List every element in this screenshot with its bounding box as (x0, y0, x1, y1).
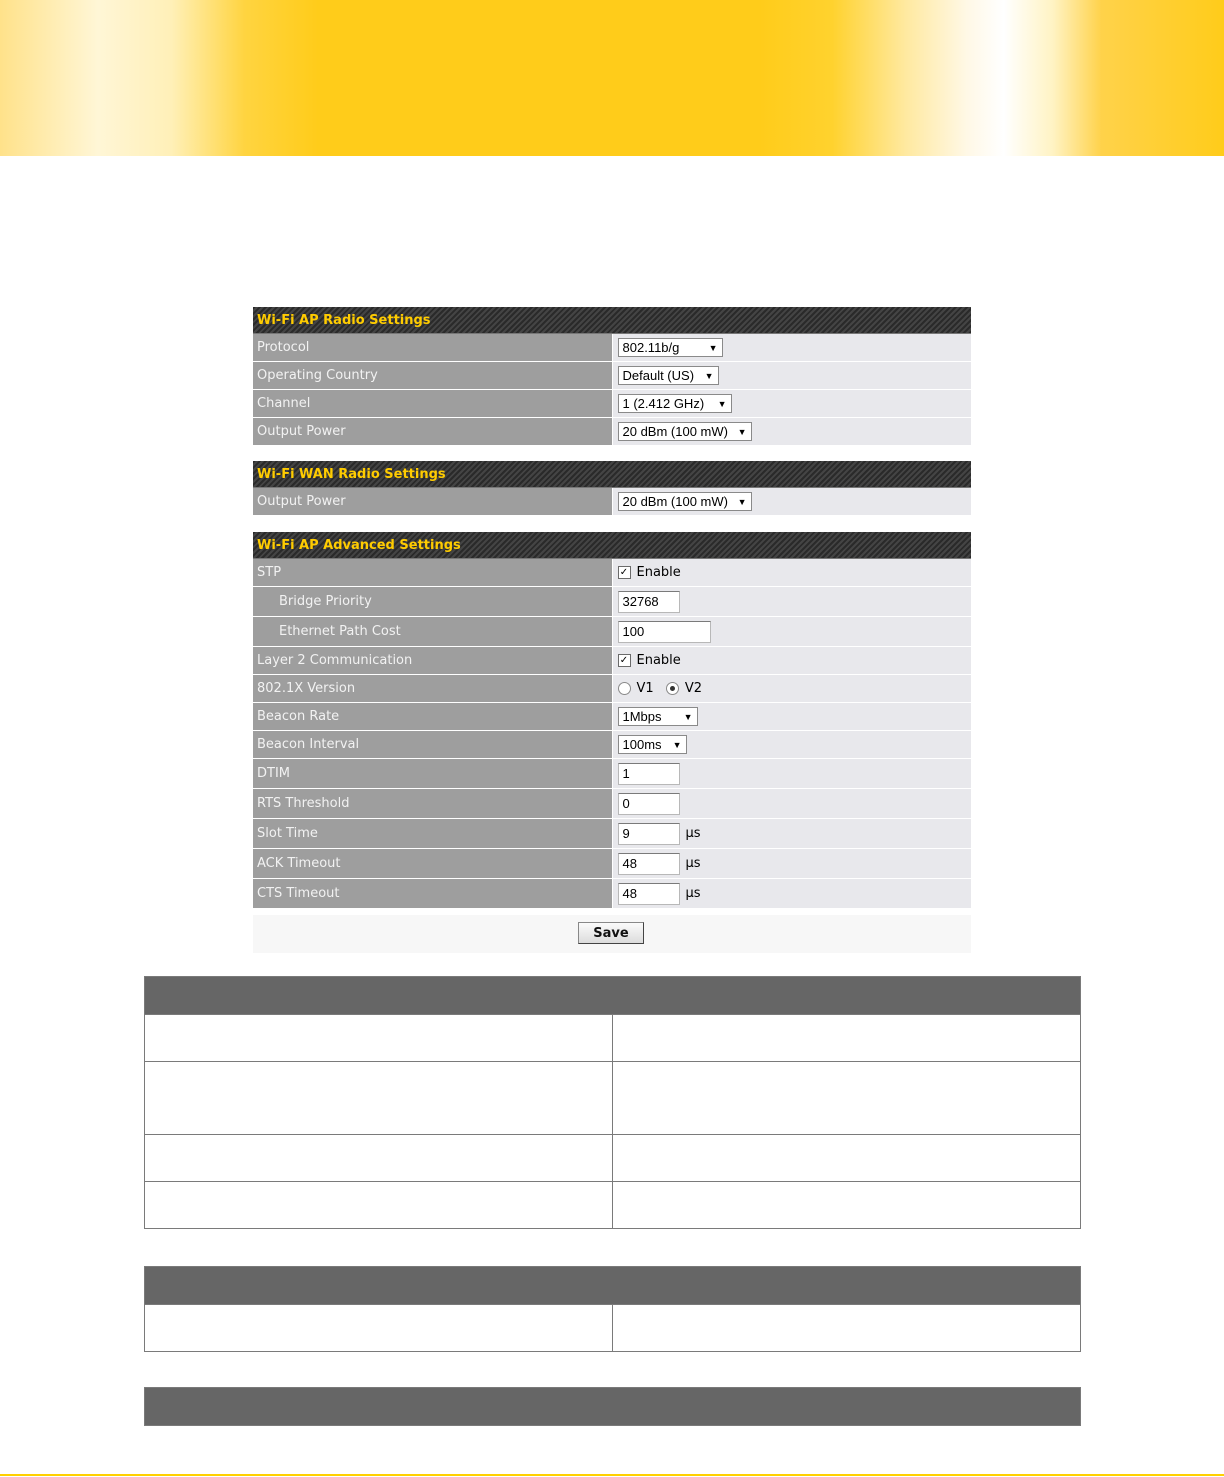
stp-checkbox[interactable] (618, 566, 631, 579)
dropdown-arrow-icon: ▼ (683, 711, 693, 722)
dtim-label: DTIM (253, 759, 612, 789)
bridge-priority-label: Bridge Priority (253, 587, 612, 617)
dot1x-v1-radio[interactable] (618, 682, 631, 695)
ack-timeout-unit: μs (685, 856, 701, 871)
bridge-priority-input[interactable]: 32768 (618, 591, 680, 613)
ap-output-power-select[interactable]: 20 dBm (100 mW) ▼ (618, 422, 752, 441)
dot1x-version-label: 802.1X Version (253, 675, 612, 703)
operating-country-select[interactable]: Default (US) ▼ (618, 366, 719, 385)
ap-advanced-settings-table (253, 532, 971, 909)
wan-output-power-select[interactable]: 20 dBm (100 mW) ▼ (618, 492, 752, 511)
wan-radio-settings-title: Wi-Fi WAN Radio Settings (253, 461, 971, 488)
doc-table-2-header (145, 1267, 1081, 1305)
beacon-rate-label: Beacon Rate (253, 703, 612, 731)
cts-timeout-label: CTS Timeout (253, 879, 612, 909)
dropdown-arrow-icon: ▼ (708, 342, 718, 353)
slot-time-label: Slot Time (253, 819, 612, 849)
check-icon: ✓ (619, 567, 629, 578)
doc-table-1-header (145, 977, 1081, 1015)
dot1x-v2-radio[interactable] (666, 682, 679, 695)
channel-select[interactable]: 1 (2.412 GHz) ▼ (618, 394, 732, 413)
wan-output-power-label: Output Power (253, 488, 612, 516)
cts-timeout-unit: μs (685, 886, 701, 901)
operating-country-label: Operating Country (253, 362, 612, 390)
save-bar (253, 915, 971, 953)
ethernet-path-cost-label: Ethernet Path Cost (253, 617, 612, 647)
rts-threshold-input[interactable]: 0 (618, 793, 680, 815)
ap-radio-settings-table (253, 307, 971, 446)
dot1x-v2-text: V2 (684, 681, 702, 696)
dropdown-arrow-icon: ▼ (737, 426, 747, 437)
ack-timeout-input[interactable]: 48 (618, 853, 680, 875)
layer2-communication-label: Layer 2 Communication (253, 647, 612, 675)
protocol-select[interactable]: 802.11b/g ▼ (618, 338, 723, 357)
channel-label: Channel (253, 390, 612, 418)
layer2-enable-text: Enable (636, 653, 681, 668)
doc-table-2 (144, 1266, 1081, 1352)
doc-table-3-header (145, 1388, 1081, 1426)
doc-table-3 (144, 1387, 1081, 1426)
layer2-checkbox[interactable] (618, 654, 631, 667)
dropdown-arrow-icon: ▼ (672, 739, 682, 750)
footer-line (0, 1474, 1224, 1476)
check-icon: ✓ (619, 655, 629, 666)
cts-timeout-input[interactable]: 48 (618, 883, 680, 905)
ack-timeout-label: ACK Timeout (253, 849, 612, 879)
dropdown-arrow-icon: ▼ (737, 496, 747, 507)
dropdown-arrow-icon: ▼ (717, 398, 727, 409)
ethernet-path-cost-input[interactable]: 100 (618, 621, 711, 643)
output-power-label: Output Power (253, 418, 612, 446)
beacon-interval-select[interactable]: 100ms ▼ (618, 735, 687, 754)
beacon-rate-select[interactable]: 1Mbps ▼ (618, 707, 698, 726)
slot-time-unit: μs (685, 826, 701, 841)
stp-label: STP (253, 559, 612, 587)
rts-threshold-label: RTS Threshold (253, 789, 612, 819)
beacon-interval-label: Beacon Interval (253, 731, 612, 759)
stp-enable-text: Enable (636, 565, 681, 580)
wan-radio-settings-table (253, 461, 971, 516)
dropdown-arrow-icon: ▼ (704, 370, 714, 381)
header-banner (0, 0, 1224, 156)
slot-time-input[interactable]: 9 (618, 823, 680, 845)
doc-table-1 (144, 976, 1081, 1229)
dot1x-v1-text: V1 (636, 681, 654, 696)
dtim-input[interactable]: 1 (618, 763, 680, 785)
save-button[interactable]: Save (578, 922, 644, 944)
ap-advanced-settings-title: Wi-Fi AP Advanced Settings (253, 532, 971, 559)
protocol-label: Protocol (253, 334, 612, 362)
ap-radio-settings-title: Wi-Fi AP Radio Settings (253, 307, 971, 334)
